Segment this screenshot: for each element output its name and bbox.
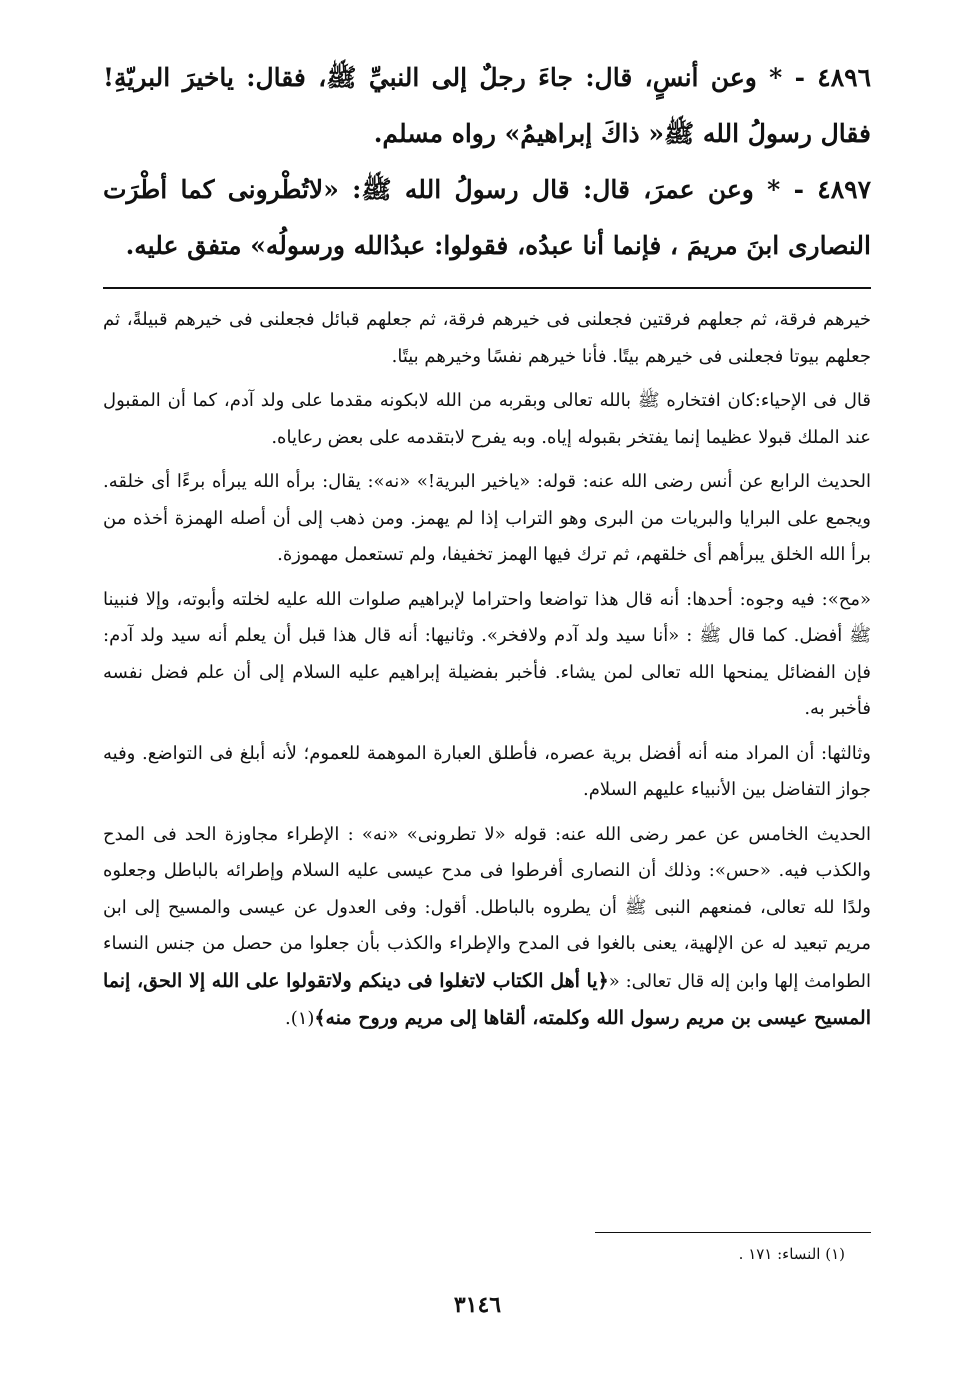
commentary-text: الحديث الخامس عن عمر رضى الله عنه: قوله «لا تطرونى» «نه» : الإطراء مجاوزة الحد فى المدح والكذب فيه. «حس»: وذلك أن النصارى أفرطوا فى مدح عيسى عليه السلام وإطرائه بالباطل وجعلوه ولدًا لله تعالى، فمنعهم النبى ﷺ أن يطروه بالباطل. أقول: وفى العدول عن عيسى والمسيح إلى ابن مريم تبعيد له عن الإلهية، يعنى بالغوا فى المدح والإطراء والكذب بأن جعلوا من حصل من جنس النساء الطوامث إلها وابن إله قال تعالى: «: [103, 823, 871, 992]
commentary-paragraph: قال فى الإحياء:كان افتخاره ﷺ بالله تعالى وبقربه من الله لابكونه مقدما على ولد آدم، كما أن المقبول عند الملك قبولا عظيما إنما يفتخر بقبوله إياه. وبه يفرح لابتقدمه على بعض رعاياه.: [103, 390, 872, 448]
footnote-divider: [595, 1232, 871, 1233]
hadith-4897: ٤٨٩٧ - * وعن عمرَ، قال: قال رسولُ الله ﷺ: «لاتُطْرونى كما أطْرَت النصارى ابنَ مريمَ ، فإنما أنا عبدُه، فقولوا: عبدُالله ورسولُه» متفق عليه.: [103, 175, 871, 260]
section-divider: [103, 287, 871, 289]
page-number: ٣١٤٦: [453, 1292, 502, 1318]
commentary-paragraph: «مح»: فيه وجوه: أحدها: أنه قال هذا تواضعا واحتراما لإبراهيم صلوات الله عليه لخلته وأبوته، وإلا فنبينا ﷺ أفضل. كما قال ﷺ : «أنا سيد ولد آدم ولافخر». وثانيها: أنه قال هذا قبل أن يعلم أنه سيد ولد آدم: فإن الفضائل يمنحها الله تعالى لمن يشاء. فأخبر بفضيلة إبراهيم عليه السلام إلى أن علم فضل نفسه فأخبر به.: [103, 588, 871, 719]
commentary-paragraph: وثالثها: أن المراد منه أنه أفضل برية عصره، فأطلق العبارة الموهمة للعموم؛ لأنه أبلغ فى التواضع. وفيه جواز التفاضل بين الأنبياء عليهم السلام.: [103, 742, 871, 800]
footnote: (١) النساء: ١٧١ .: [738, 1245, 845, 1263]
commentary-paragraph: الحديث الرابع عن أنس رضى الله عنه: قوله: «ياخير البرية!» «نه»: يقال: برأه الله يبرأه برءًا أى خلقه. ويجمع على البرايا والبريات من البرى وهو التراب إذا لم يهمز. ومن ذهب إلى أن أصله الهمزة أخذه من برأ الله الخلق يبرأهم أى خلقهم، ثم ترك فيها الهمز تخفيفا، ولم تستعمل مهموزة.: [103, 471, 871, 565]
footnote-marker: (١).: [284, 1008, 315, 1029]
quran-verse: ﴿يا أهل الكتاب لاتغلوا فى دينكم ولاتقولوا على الله إلا الحق، إنما المسيح عيسى بن مريم رسول الله وكلمته، ألقاها إلى مريم وروح منه﴾: [103, 969, 871, 1029]
commentary-paragraph: خيرهم فرقة، ثم جعلهم فرقتين فجعلنى فى خيرهم فرقة، ثم جعلهم قبائل فجعلنى فى خيرهم قبيلةً، ثم جعلهم بيوتا فجعلنى فى خيرهم بيتًا. فأنا خيرهم نفسًا وخيرهم بيتًا.: [103, 309, 871, 367]
commentary: [103, 302, 871, 1046]
hadith-4896: ٤٨٩٦ - * وعن أنسٍ، قال: جاءَ رجلٌ إلى النبيِّ ﷺ، فقال: ياخيرَ البريّةِ! فقال رسولُ الله ﷺ« ذاكَ إبراهيمُ» رواه مسلم.: [103, 63, 871, 148]
commentary-paragraph-last: [103, 817, 871, 1038]
